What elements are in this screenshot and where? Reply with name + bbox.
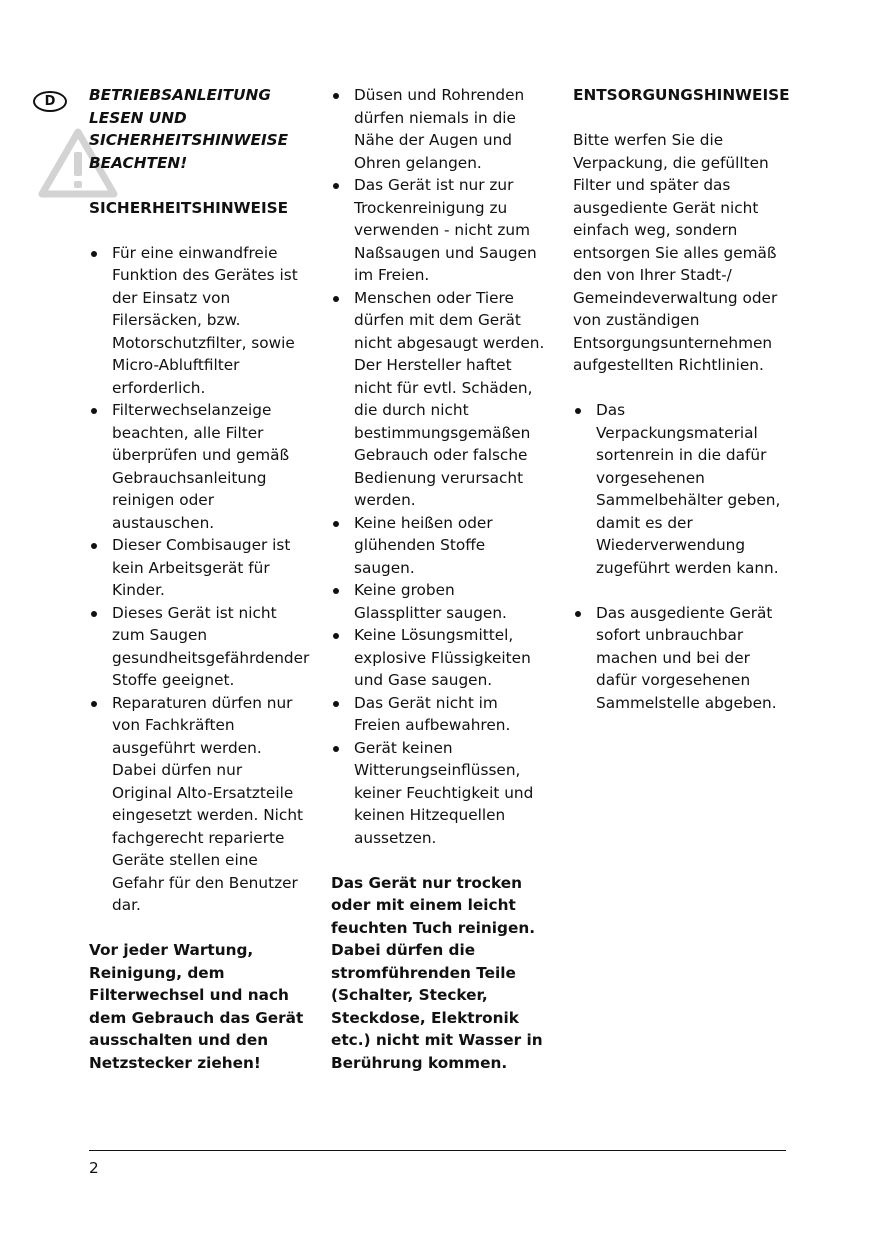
list-item: Düsen und Rohrenden dürfen niemals in die Nähe der Augen und Ohren gelangen. [331, 84, 546, 174]
list-item: Dieser Combisauger ist kein Arbeitsgerät für Kinder. [89, 534, 304, 602]
list-item: Keine heißen oder glühenden Stoffe saugen. [331, 512, 546, 580]
cleaning-notice: Das Gerät nur trocken oder mit einem leicht feuchten Tuch reinigen. Dabei dürfen die stromführenden Teile (Schalter, Stecker, Steckdose, Elektronik etc.) nicht mit Wasser in Berührung kommen. [331, 873, 543, 1072]
page-number: 2 [89, 1159, 99, 1177]
usage-list [331, 84, 546, 849]
column-usage [331, 84, 546, 1074]
manual-title [89, 84, 304, 174]
disposal-list [573, 602, 791, 715]
title-line: SICHERHEITSHINWEISE [89, 131, 289, 149]
title-line: BETRIEBSANLEITUNG [89, 86, 271, 104]
disposal-intro: Bitte werfen Sie die Verpackung, die gefüllten Filter und später das ausgediente Gerät nicht einfach weg, sondern entsorgen Sie alles gemäß den von Ihrer Stadt-/ Gemeindeverwaltung oder von zuständigen Entsorgungsunternehmen aufgestellten Richtlinien. [573, 131, 778, 374]
safety-list [89, 242, 310, 917]
list-item: Das Gerät ist nur zur Trockenreinigung zu verwenden - nicht zum Naßsaugen und Saugen im Freien. [331, 174, 546, 287]
list-item: Das ausgediente Gerät sofort unbrauchbar machen und bei der dafür vorgesehenen Sammelstelle abgeben. [573, 602, 791, 715]
list-item: Für eine einwandfreie Funktion des Gerätes ist der Einsatz von Filersäcken, bzw. Motorschutzfilter, sowie Micro-Abluftfilter erforderlich. [89, 242, 304, 400]
disposal-heading: ENTSORGUNGSHINWEISE [573, 86, 790, 104]
title-line: LESEN UND [89, 108, 187, 127]
footer-rule [89, 1150, 786, 1151]
list-item: Menschen oder Tiere dürfen mit dem Gerät nicht abgesaugt werden. Der Hersteller haftet nicht für evtl. Schäden, die durch nicht bestimmungsgemäßen Gebrauch oder falsche Bedienung verursacht werden. [331, 287, 546, 512]
safety-heading: SICHERHEITSHINWEISE [89, 198, 289, 217]
list-item: Gerät keinen Witterungseinflüssen, keiner Feuchtigkeit und keinen Hitzequellen aussetzen. [331, 737, 546, 850]
list-item: Das Verpackungsmaterial sortenrein in die dafür vorgesehenen Sammelbehälter geben, damit es der Wiederverwendung zugeführt werden kann. [573, 399, 791, 579]
list-item: Filterwechselanzeige beachten, alle Filter überprüfen und gemäß Gebrauchsanleitung reinigen oder austauschen. [89, 399, 304, 534]
maintenance-warning: Vor jeder Wartung, Reinigung, dem Filterwechsel und nach dem Gebrauch das Gerät ausschalten und den Netzstecker ziehen! [89, 941, 304, 1072]
list-item: Das Gerät nicht im Freien aufbewahren. [331, 692, 546, 737]
column-safety [89, 84, 310, 1074]
list-item: Keine Lösungsmittel, explosive Flüssigkeiten und Gase saugen. [331, 624, 546, 692]
list-item: Keine groben Glassplitter saugen. [331, 579, 546, 624]
title-line: BEACHTEN! [89, 153, 188, 172]
column-disposal [573, 84, 791, 714]
list-item: Reparaturen dürfen nur von Fachkräften ausgeführt werden. Dabei dürfen nur Original Alto-Ersatzteile eingesetzt werden. Nicht fachgerecht reparierte Geräte stellen eine Gefahr für den Benutzer dar. [89, 692, 304, 917]
disposal-list [573, 399, 791, 579]
list-item: Dieses Gerät ist nicht zum Saugen gesundheitsgefährdender Stoffe geeignet. [89, 602, 304, 692]
language-badge: D [33, 91, 67, 112]
